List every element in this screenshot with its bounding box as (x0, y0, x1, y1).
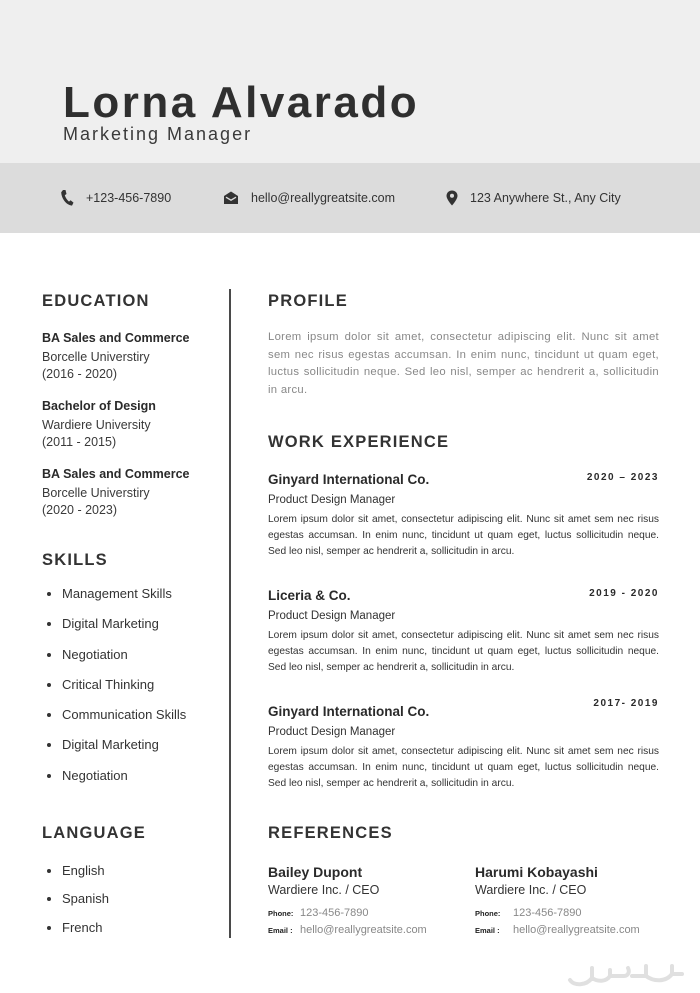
education-school: Borcelle Universtiry (42, 350, 150, 364)
reference-phone: 123-456-7890 (300, 907, 369, 919)
reference-org: Wardiere Inc. / CEO (475, 883, 587, 897)
reference-email: hello@reallygreatsite.com (513, 924, 640, 936)
skill-item: Critical Thinking (42, 676, 186, 706)
job-dates: 2017- 2019 (593, 698, 659, 709)
education-school: Borcelle Universtiry (42, 486, 150, 500)
education-years: (2011 - 2015) (42, 435, 117, 449)
job-company: Ginyard International Co. (268, 704, 430, 719)
job-title: Product Design Manager (268, 494, 396, 506)
reference-email-row (475, 923, 675, 938)
watermark-logo (562, 960, 690, 988)
language-item: French (42, 919, 109, 947)
reference-phone-label: Phone: (475, 909, 501, 918)
skills-list (42, 585, 186, 797)
education-degree: BA Sales and Commerce (42, 331, 190, 345)
map-pin-icon (446, 190, 458, 206)
column-divider (229, 289, 231, 938)
contact-email (223, 187, 395, 209)
job-description: Lorem ipsum dolor sit amet, consectetur adipiscing elit. Nunc sit amet sem nec risus egestas accumsan. In enim nunc, tincidunt ut quam eget, luctus sollicitudin neque. Sed leo nisl, semper ac hendrerit a, sollicitudin in arcu. (268, 514, 659, 557)
contact-address (446, 187, 621, 209)
reference-email-label: Email : (268, 926, 293, 935)
education-heading: EDUCATION (42, 292, 150, 310)
education-item (42, 465, 222, 519)
reference-name: Bailey Dupont (268, 864, 363, 880)
reference-phone-row (268, 906, 468, 921)
education-years: (2020 - 2023) (42, 503, 118, 517)
reference-phone-label: Phone: (268, 909, 294, 918)
envelope-icon (223, 191, 239, 205)
contact-phone-text: +123-456-7890 (86, 191, 172, 205)
job-entry (268, 586, 659, 675)
education-item (42, 397, 222, 451)
language-heading: LANGUAGE (42, 824, 147, 842)
education-school: Wardiere University (42, 418, 151, 432)
contact-email-text: hello@reallygreatsite.com (251, 191, 396, 205)
contact-band (0, 163, 700, 233)
language-list (42, 862, 109, 947)
reference-email: hello@reallygreatsite.com (300, 924, 427, 936)
education-years: (2016 - 2020) (42, 367, 118, 381)
job-company: Liceria & Co. (268, 588, 351, 603)
skill-item: Digital Marketing (42, 615, 186, 645)
reference-org: Wardiere Inc. / CEO (268, 883, 380, 897)
job-description: Lorem ipsum dolor sit amet, consectetur adipiscing elit. Nunc sit amet sem nec risus egestas accumsan. In enim nunc, tincidunt ut quam eget, luctus sollicitudin neque. Sed leo nisl, semper ac hendrerit a, sollicitudin in arcu. (268, 630, 659, 673)
job-description: Lorem ipsum dolor sit amet, consectetur adipiscing elit. Nunc sit amet sem nec risus egestas accumsan. In enim nunc, tincidunt ut quam eget, luctus sollicitudin neque. Sed leo nisl, semper ac hendrerit a, sollicitudin in arcu. (268, 746, 659, 789)
skill-item: Negotiation (42, 767, 186, 797)
profile-heading: PROFILE (268, 292, 348, 310)
job-title: Product Design Manager (268, 726, 396, 738)
education-degree: Bachelor of Design (42, 399, 156, 413)
reference-phone: 123-456-7890 (513, 907, 582, 919)
contact-phone (60, 187, 171, 209)
education-item (42, 329, 222, 383)
references-heading: REFERENCES (268, 824, 393, 842)
job-company: Ginyard International Co. (268, 472, 430, 487)
job-entry (268, 470, 659, 559)
profile-text: Lorem ipsum dolor sit amet, consectetur adipiscing elit. Nunc sit amet sem nec risus egestas accumsan. In enim nunc, tincidunt ut quam eget, luctus sollicitudin neque. Sed leo nisl, semper ac hendrerit a, sollicitudin in arcu. (268, 331, 659, 397)
language-item: English (42, 862, 109, 890)
skill-item: Negotiation (42, 646, 186, 676)
skill-item: Digital Marketing (42, 736, 186, 766)
reference-email-row (268, 923, 468, 938)
job-title: Product Design Manager (268, 610, 396, 622)
contact-address-text: 123 Anywhere St., Any City (470, 191, 621, 205)
skill-item: Communication Skills (42, 706, 186, 736)
job-dates: 2020 – 2023 (586, 472, 659, 483)
resume-name: Lorna Alvarado (63, 78, 420, 127)
reference-email-label: Email : (475, 926, 500, 935)
work-heading: WORK EXPERIENCE (268, 433, 450, 451)
reference-entry (268, 862, 468, 938)
skill-item: Management Skills (42, 585, 186, 615)
reference-phone-row (475, 906, 675, 921)
language-item: Spanish (42, 890, 109, 918)
reference-entry (475, 862, 675, 938)
reference-name: Harumi Kobayashi (475, 864, 598, 880)
phone-icon (60, 189, 74, 207)
education-degree: BA Sales and Commerce (42, 467, 190, 481)
job-dates: 2019 - 2020 (589, 588, 659, 599)
skills-heading: SKILLS (42, 551, 108, 569)
job-entry (268, 698, 659, 791)
resume-role: Marketing Manager (63, 124, 253, 144)
